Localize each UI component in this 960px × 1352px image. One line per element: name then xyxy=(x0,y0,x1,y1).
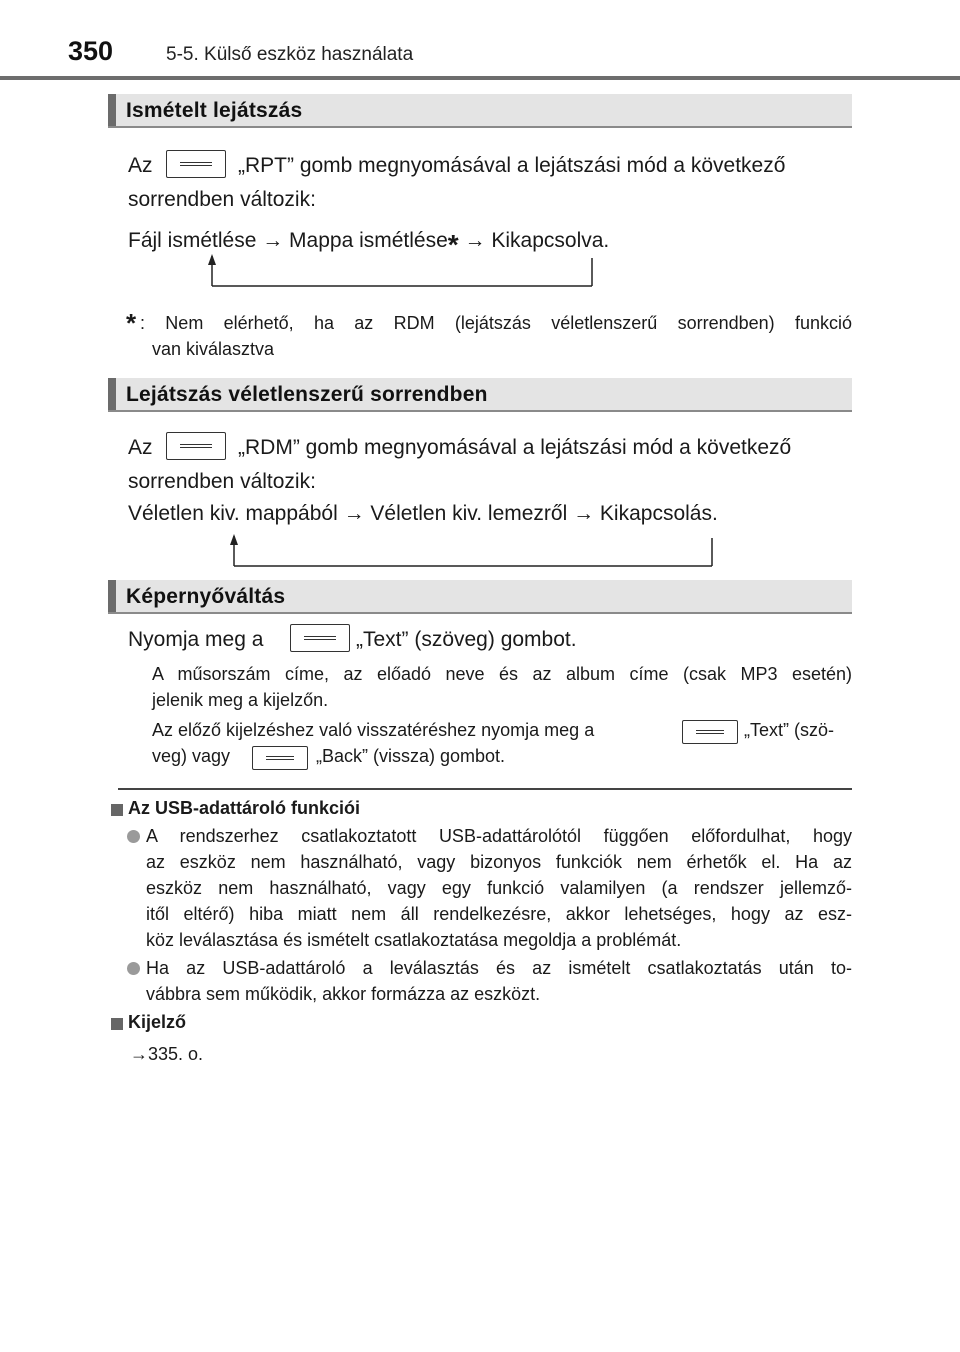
usb-notes-heading: Az USB-adattároló funkciói xyxy=(128,798,361,818)
usb-note1-line3: eszköz nem használható, vagy egy funkció valamilyen (a rendszer jellemző- xyxy=(146,878,852,898)
usb-note1-line1: A rendszerhez csatlakoztatott USB-adattárolótól függően előfordulhat, hogy xyxy=(146,826,852,846)
random-intro-line2: sorrendben változik: xyxy=(128,470,316,493)
section-random-title: Lejátszás véletlenszerű sorrendben xyxy=(126,383,488,406)
notes-divider xyxy=(118,788,852,790)
rdm-button-icon xyxy=(166,432,226,460)
usb-note2-line1: Ha az USB-adattároló a leválasztás és az ismételt csatlakoztatás után to- xyxy=(146,958,852,978)
page-number: 350 xyxy=(68,36,114,66)
screen-intro-prefix: Nyomja meg a xyxy=(128,628,264,651)
section-stripe xyxy=(108,94,116,126)
repeat-intro-line2: sorrendben változik: xyxy=(128,188,316,211)
circle-bullet-icon xyxy=(127,962,140,975)
random-intro-prefix: Az xyxy=(128,436,153,459)
random-intro-text: „RDM” gomb megnyomásával a lejátszási mód a következő xyxy=(238,436,792,459)
chapter-title: 5-5. Külső eszköz használata xyxy=(166,44,414,65)
display-page-reference: →335. o. xyxy=(130,1044,204,1064)
section-screen-title: Képernyőváltás xyxy=(126,585,286,608)
screen-desc-line1: A műsorszám címe, az előadó neve és az album címe (csak MP3 esetén) xyxy=(152,664,852,684)
circle-bullet-icon xyxy=(127,830,140,843)
random-loop-arrow xyxy=(222,532,722,572)
repeat-footnote-line2: van kiválasztva xyxy=(152,339,275,359)
screen-desc-line2: jelenik meg a kijelzőn. xyxy=(152,690,329,710)
square-bullet-icon xyxy=(111,1018,123,1030)
repeat-intro-prefix: Az xyxy=(128,154,153,177)
section-random-header xyxy=(108,378,852,412)
repeat-sequence-star: * xyxy=(447,229,459,260)
repeat-sequence xyxy=(128,222,610,260)
repeat-footnote-star xyxy=(126,302,137,338)
section-stripe xyxy=(108,378,116,410)
repeat-sequence-part1: Fájl ismétlése → Mappa ismétlése xyxy=(128,229,448,252)
text-button-icon-small xyxy=(682,720,738,744)
repeat-sequence-part2: → Kikapcsolva. xyxy=(458,229,610,252)
screen-return-prefix: Az előző kijelzéshez való visszatéréshez nyomja meg a xyxy=(152,720,595,740)
screen-intro-text: „Text” (szöveg) gombot. xyxy=(356,628,577,651)
back-button-icon xyxy=(252,746,308,770)
section-screen-header xyxy=(108,580,852,614)
section-repeat-header xyxy=(108,94,852,128)
text-button-icon xyxy=(290,624,350,652)
usb-note1-line4: itől eltérő) hiba miatt nem áll rendelkezésre, akkor lehetséges, hogy az esz- xyxy=(146,904,852,924)
random-sequence: Véletlen kiv. mappából → Véletlen kiv. lemezről → Kikapcsolás. xyxy=(128,502,718,525)
repeat-footnote-line1: : Nem elérhető, ha az RDM (lejátszás véletlenszerű sorrendben) funkció xyxy=(140,313,852,333)
usb-note1-line2: az eszköz nem használható, vagy bizonyos funkciók nem érhetők el. Ha az xyxy=(146,852,852,872)
repeat-intro-text: „RPT” gomb megnyomásával a lejátszási mód a következő xyxy=(238,154,786,177)
section-stripe xyxy=(108,580,116,612)
repeat-loop-arrow xyxy=(200,252,600,292)
usb-note1-line5: köz leválasztása és ismételt csatlakoztatása megoldja a problémát. xyxy=(146,930,682,950)
square-bullet-icon xyxy=(111,804,123,816)
screen-return-text: „Text” (szö- xyxy=(744,720,834,740)
header-rule xyxy=(0,76,960,80)
screen-return-line2-text: „Back” (vissza) gombot. xyxy=(316,746,506,766)
display-notes-heading: Kijelző xyxy=(128,1012,187,1032)
footnote-star: * xyxy=(126,308,137,338)
section-repeat-title: Ismételt lejátszás xyxy=(126,99,303,122)
screen-return-line2-prefix: veg) vagy xyxy=(152,746,231,766)
usb-note2-line2: vábbra sem működik, akkor formázza az eszközt. xyxy=(146,984,541,1004)
rpt-button-icon xyxy=(166,150,226,178)
